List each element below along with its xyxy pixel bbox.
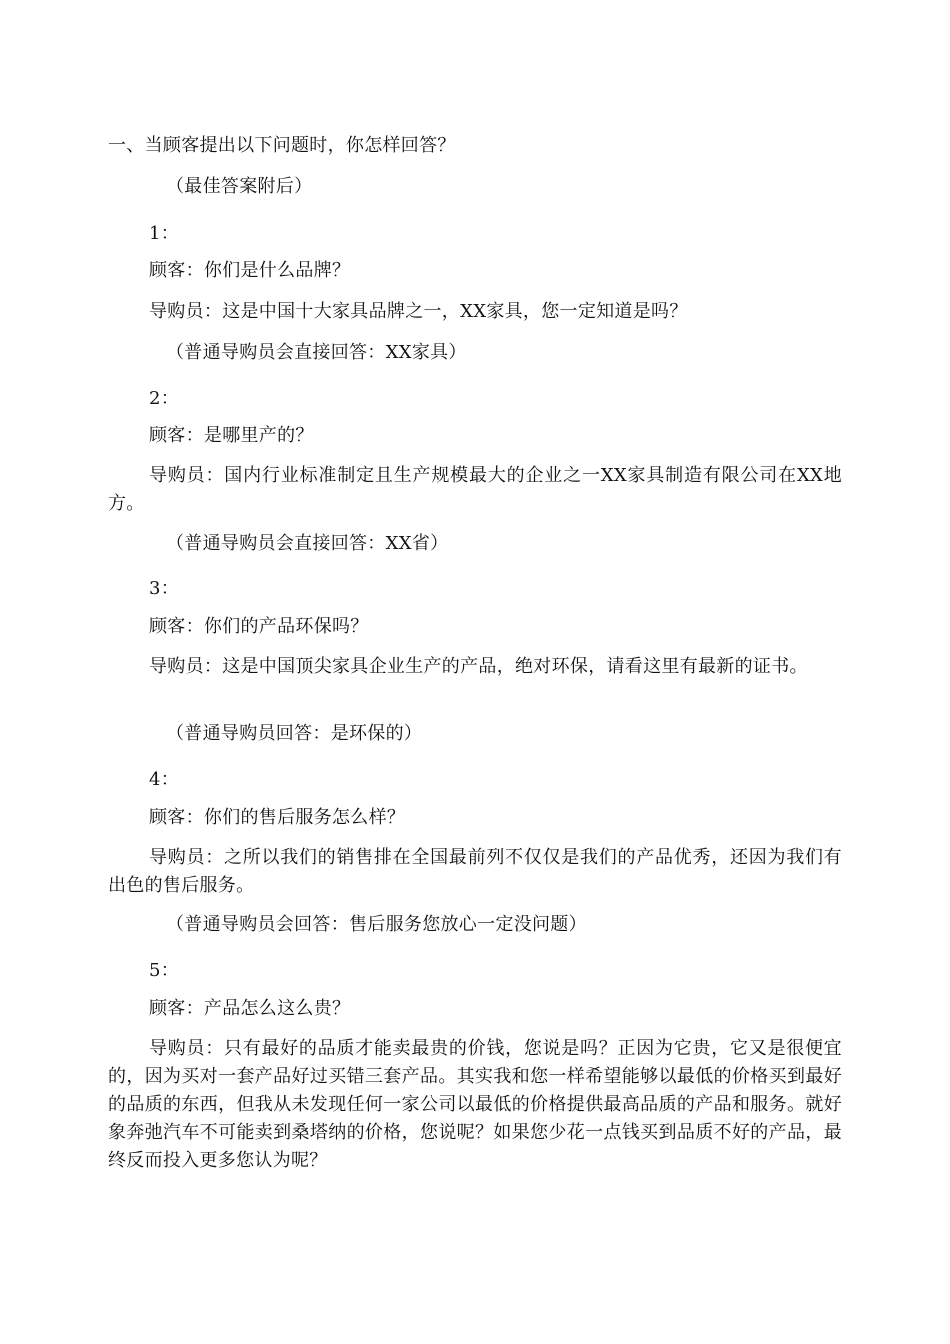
question-number: 4： <box>149 769 180 790</box>
question-number: 1： <box>149 223 180 244</box>
customer-question: 顾客：你们的售后服务怎么样？ <box>149 807 406 828</box>
ordinary-answer: （普通导购员会直接回答：XX家具） <box>166 342 467 363</box>
ordinary-answer: （普通导购员会回答：售后服务您放心一定没问题） <box>166 914 587 935</box>
question-number: 3： <box>149 578 180 599</box>
customer-question: 顾客：产品怎么这么贵？ <box>149 998 351 1019</box>
customer-question: 顾客：你们是什么品牌？ <box>149 260 351 281</box>
section-heading: 一、当顾客提出以下问题时，你怎样回答？ <box>108 135 456 156</box>
ordinary-answer: （普通导购员回答：是环保的） <box>166 723 423 744</box>
customer-question: 顾客：你们的产品环保吗？ <box>149 616 369 637</box>
ordinary-answer: （普通导购员会直接回答：XX省） <box>166 533 449 554</box>
guide-answer: 导购员：之所以我们的销售排在全国最前列不仅仅是我们的产品优秀，还因为我们有出色的售后服务。 <box>108 847 842 896</box>
guide-answer: 导购员：这是中国十大家具品牌之一，XX家具，您一定知道是吗？ <box>149 301 688 322</box>
customer-question: 顾客：是哪里产的？ <box>149 425 314 446</box>
question-number: 2： <box>149 388 180 409</box>
question-number: 5： <box>149 960 180 981</box>
guide-answer: 导购员：这是中国顶尖家具企业生产的产品，绝对环保，请看这里有最新的证书。 <box>149 656 808 677</box>
guide-answer: 导购员：国内行业标准制定且生产规模最大的企业之一XX家具制造有限公司在XX地方。 <box>108 465 842 514</box>
answers-note: （最佳答案附后） <box>166 176 313 197</box>
guide-answer: 导购员：只有最好的品质才能卖最贵的价钱，您说是吗？正因为它贵，它又是很便宜的，因为买对一套产品好过买错三套产品。其实我和您一样希望能够以最低的价格买到最好的品质的东西，但我从未发现任何一家公司以最低的价格提供最高品质的产品和服务。就好象奔弛汽车不可能卖到桑塔纳的价格，您说呢？如果您少花一点钱买到品质不好的产品，最终反而投入更多您认为呢？ <box>108 1038 842 1171</box>
